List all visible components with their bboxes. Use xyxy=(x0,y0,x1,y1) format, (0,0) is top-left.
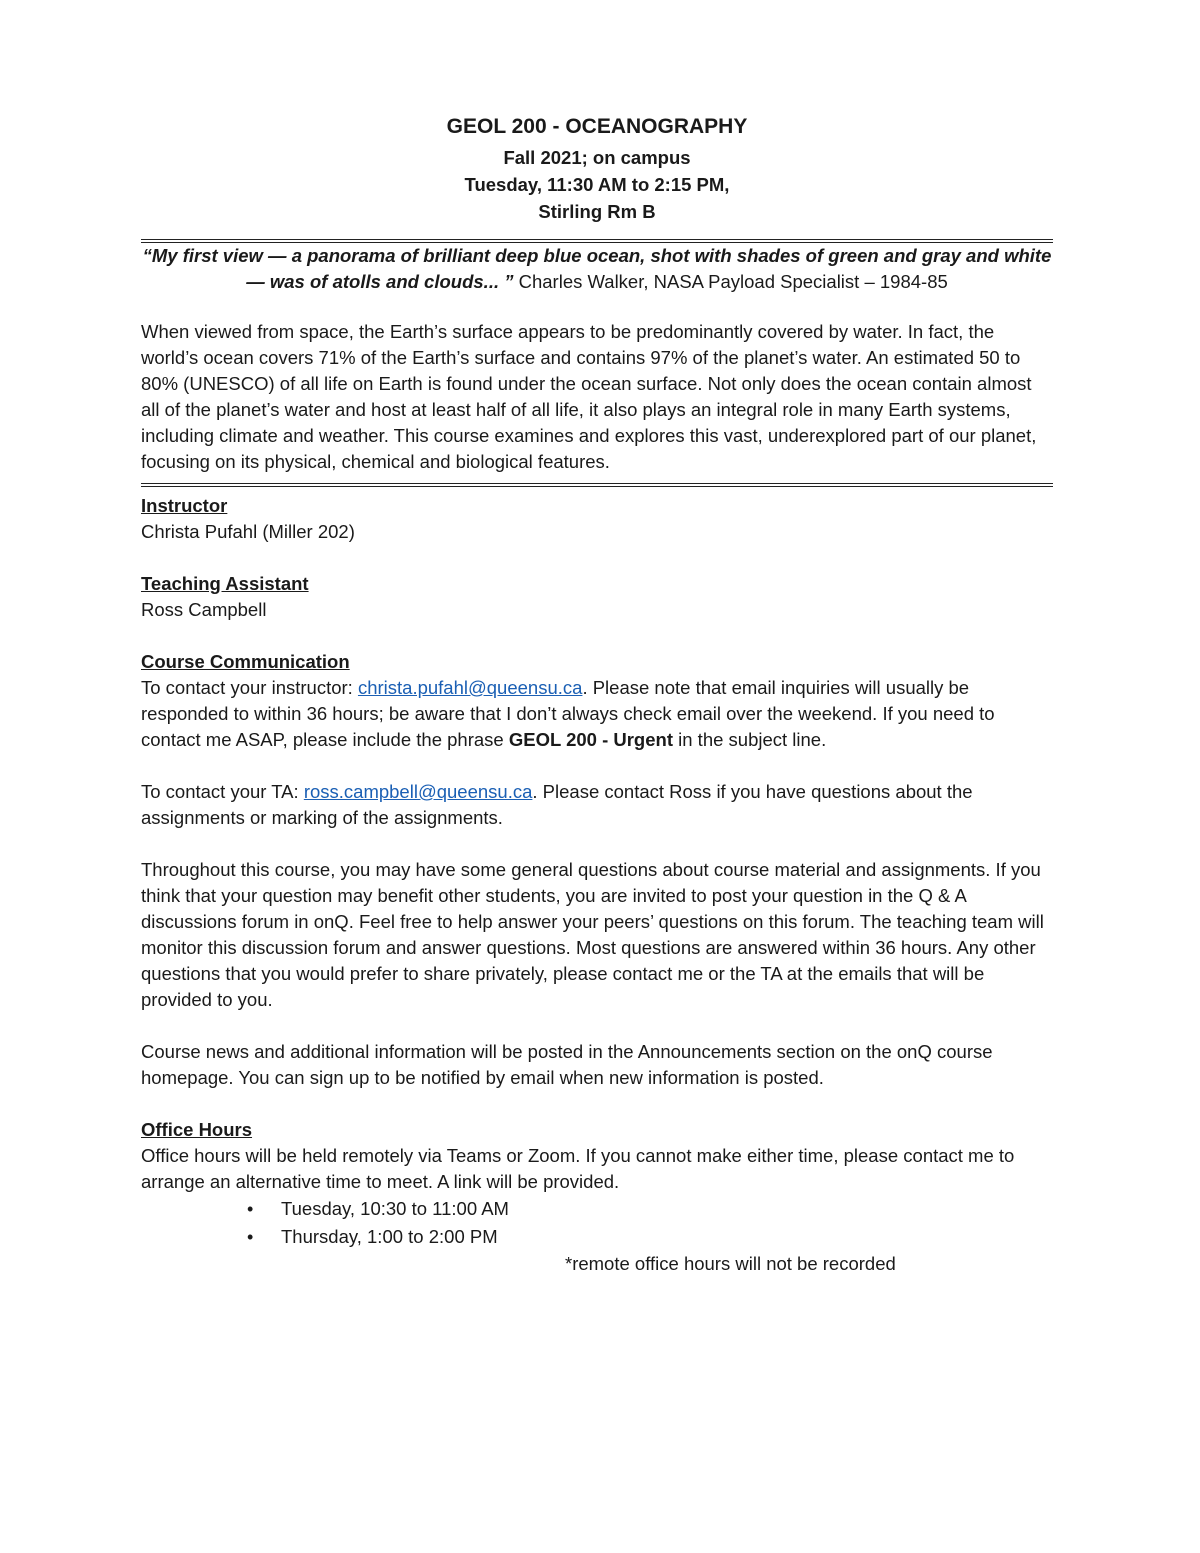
office-hours-text: Office hours will be held remotely via Teams or Zoom. If you cannot make either time, please contact me to arrange an alternative time to meet. A link will be provided. xyxy=(141,1145,1015,1192)
office-hours-item: • Thursday, 1:00 to 2:00 PM xyxy=(281,1223,1053,1251)
office-hours-note: *remote office hours will not be recorded xyxy=(565,1253,896,1274)
instructor-name: Christa Pufahl (Miller 202) xyxy=(141,521,355,542)
ta-section xyxy=(141,571,1053,623)
urgent-phrase: GEOL 200 - Urgent xyxy=(508,729,673,750)
term-line: Fall 2021; on campus xyxy=(503,147,691,168)
office-hours-item: • Tuesday, 10:30 to 11:00 AM xyxy=(281,1195,1053,1223)
instructor-contact-para xyxy=(141,675,1053,753)
ta-contact-suffix: . Please contact Ross if you have questions about the assignments or marking of the assignments. xyxy=(141,781,973,828)
instructor-section xyxy=(141,493,1053,545)
ta-contact-para xyxy=(141,779,1053,831)
opening-quote xyxy=(141,243,1053,295)
room-line: Stirling Rm B xyxy=(538,201,656,222)
schedule-line: Tuesday, 11:30 AM to 2:15 PM, xyxy=(464,174,730,195)
instructor-contact-prefix: To contact your instructor: xyxy=(141,677,358,698)
forum-para: Throughout this course, you may have some general questions about course material and assignments. If you think that your question may benefit other students, you are invited to post your question in the Q & A discussions forum in onQ. Feel free to help answer your peers’ questions on this forum. The teaching team will monitor this discussion forum and answer questions. Most questions are answered within 36 hours. Any other questions that you would prefer to share privately, please contact me or the TA at the emails that will be provided to you. xyxy=(141,859,1044,1010)
office-hours-list xyxy=(141,1195,1053,1251)
communication-section xyxy=(141,649,1053,1091)
quote-text: “My first view — a panorama of brilliant deep blue ocean, shot with shades of green and gray and white — was of atolls and clouds... ” xyxy=(142,245,1052,292)
course-title: GEOL 200 - OCEANOGRAPHY xyxy=(446,115,748,138)
instructor-heading: Instructor xyxy=(141,495,228,516)
ta-contact-prefix: To contact your TA: xyxy=(141,781,304,802)
communication-heading: Course Communication xyxy=(141,651,350,672)
divider-bottom xyxy=(141,483,1053,487)
quote-attribution: Charles Walker, NASA Payload Specialist – 1984-85 xyxy=(513,271,948,292)
news-para: Course news and additional information will be posted in the Announcements section on the onQ course homepage. You can sign up to be notified by email when new information is posted. xyxy=(141,1041,993,1088)
course-description: When viewed from space, the Earth’s surface appears to be predominantly covered by water. In fact, the world’s ocean covers 71% of the Earth’s surface and contains 97% of the planet’s water. An estimated 50 to 80% (UNESCO) of all life on Earth is found under the ocean surface. Not only does the ocean contain almost all of the planet’s water and host at least half of all life, it also plays an integral role in many Earth systems, including climate and weather. This course examines and explores this vast, underexplored part of our planet, focusing on its physical, chemical and biological features. xyxy=(141,321,1037,472)
instructor-email-link[interactable]: christa.pufahl@queensu.ca xyxy=(357,677,583,698)
ta-heading: Teaching Assistant xyxy=(141,573,309,594)
ta-email-link[interactable]: ross.campbell@queensu.ca xyxy=(303,781,533,802)
instructor-contact-body: . Please note that email inquiries will usually be responded to within 36 hours; be aware that I don’t always check email over the weekend. If you need to contact me ASAP, please include the phrase xyxy=(141,677,995,750)
office-hours-section xyxy=(141,1117,1053,1277)
instructor-contact-suffix: in the subject line. xyxy=(673,729,827,750)
office-hours-heading: Office Hours xyxy=(141,1119,253,1140)
ta-name: Ross Campbell xyxy=(141,599,267,620)
syllabus-page xyxy=(141,112,1053,1277)
course-header xyxy=(141,112,1053,225)
